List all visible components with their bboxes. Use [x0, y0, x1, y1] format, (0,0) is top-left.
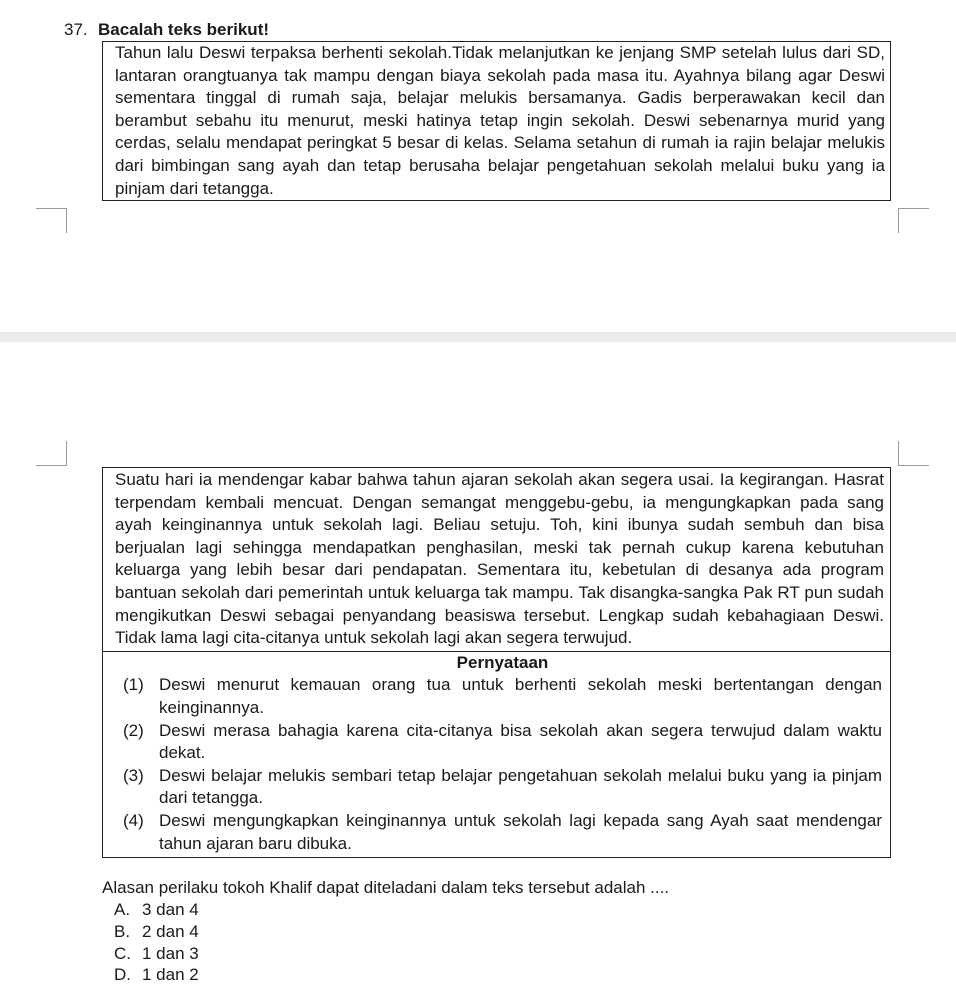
option-letter: A. [114, 900, 131, 919]
statement-label: (4) [123, 810, 144, 830]
statement-text: Deswi belajar melukis sembari tetap belajar pengetahuan sekolah melalui buku yang ia pinjam dari tetangga. [159, 765, 882, 808]
story-paragraph-2: Suatu hari ia mendengar kabar bahwa tahun ajaran sekolah akan segera usai. Ia kegirangan. Hasrat terpendam kembali mencuat. Dengan semangat menggebu-gebu, ia mengungkapkan pada sang ayah keinginannya untuk sekolah lagi. Beliau setuju. Toh, kini ibunya sudah sembuh dan bisa berjualan lagi sehingga mendapatkan penghasilan, meski tak pernah cukup karena kebutuhan keluarga yang lebih besar dari pendapatan. Sementara itu, kebetulan di desanya ada program bantuan sekolah dari pemerintah untuk keluarga tak mampu. Tak disangka-sangka Pak RT pun sudah mengikutkan Deswi sebagai penyandang beasiswa tersebut. Lengkap sudah kebahagiaan Deswi. Tidak lama lagi cita-citanya untuk sekolah lagi akan segera terwujud. [115, 470, 884, 648]
story-box-part2 [102, 467, 891, 858]
question-title: Bacalah teks berikut! [98, 20, 270, 39]
option-text: 1 dan 3 [142, 943, 199, 963]
statement-text: Deswi menurut kemauan orang tua untuk berhenti sekolah meski bertentangan dengan keinginannya. [159, 675, 882, 717]
story-paragraph-1: Tahun lalu Deswi terpaksa berhenti sekolah.Tidak melanjutkan ke jenjang SMP setelah lulus dari SD, lantaran orangtuanya tak mampu dengan biaya sekolah pada masa itu. Ayahnya bilang agar Deswi sementara tinggal di rumah saja, belajar melukis bersamanya. Gadis berperawakan kecil dan berambut sebahu itu menurut, meski hatinya tetap ingin sekolah. Deswi sebenarnya murid yang cerdas, selalu mendapat peringkat 5 besar di kelas. Selama setahun di rumah ia rajin belajar melukis dari bimbingan sang ayah dan tetap berusaha belajar pengetahuan sekolah melalui buku yang ia pinjam dari tetangga. [115, 43, 885, 198]
option-text: 2 dan 4 [142, 921, 199, 941]
answer-option-c[interactable] [114, 943, 199, 965]
statement-item [123, 810, 882, 855]
option-text: 1 dan 2 [142, 965, 199, 985]
page-corner-mark-top-left [36, 208, 67, 233]
page-break-separator [0, 332, 956, 342]
answer-option-a[interactable] [114, 899, 199, 921]
option-letter: D. [114, 965, 131, 985]
statements-section [103, 652, 890, 857]
statement-item [123, 765, 882, 810]
question-header [64, 20, 269, 40]
statement-text: Deswi mengungkapkan keinginannya untuk sekolah lagi kepada sang Ayah saat mendengar tahun ajaran baru dibuka. [159, 810, 882, 853]
page-corner-mark-top-right [898, 208, 929, 233]
question-prompt: Alasan perilaku tokoh Khalif dapat diteladani dalam teks tersebut adalah .... [102, 878, 670, 897]
statement-item [123, 720, 882, 765]
option-letter: B. [114, 921, 131, 941]
page-corner-mark-bottom-left [36, 441, 67, 466]
option-letter: C. [114, 943, 131, 963]
answer-option-d[interactable] [114, 964, 199, 986]
story-section-part2 [103, 468, 890, 652]
statements-title: Pernyataan [456, 652, 549, 672]
question-number: 37. [64, 20, 88, 39]
statement-text: Deswi merasa bahagia karena cita-citanya bisa sekolah akan segera terwujud dalam waktu dekat. [159, 720, 882, 763]
page-corner-mark-bottom-right [898, 441, 929, 466]
statement-item [123, 674, 882, 719]
story-box-part1 [102, 41, 891, 201]
option-text: 3 dan 4 [142, 900, 199, 919]
statement-label: (1) [123, 675, 144, 695]
answer-option-b[interactable] [114, 921, 199, 943]
statement-label: (3) [123, 765, 144, 785]
answer-options [114, 899, 199, 986]
statement-label: (2) [123, 720, 144, 740]
